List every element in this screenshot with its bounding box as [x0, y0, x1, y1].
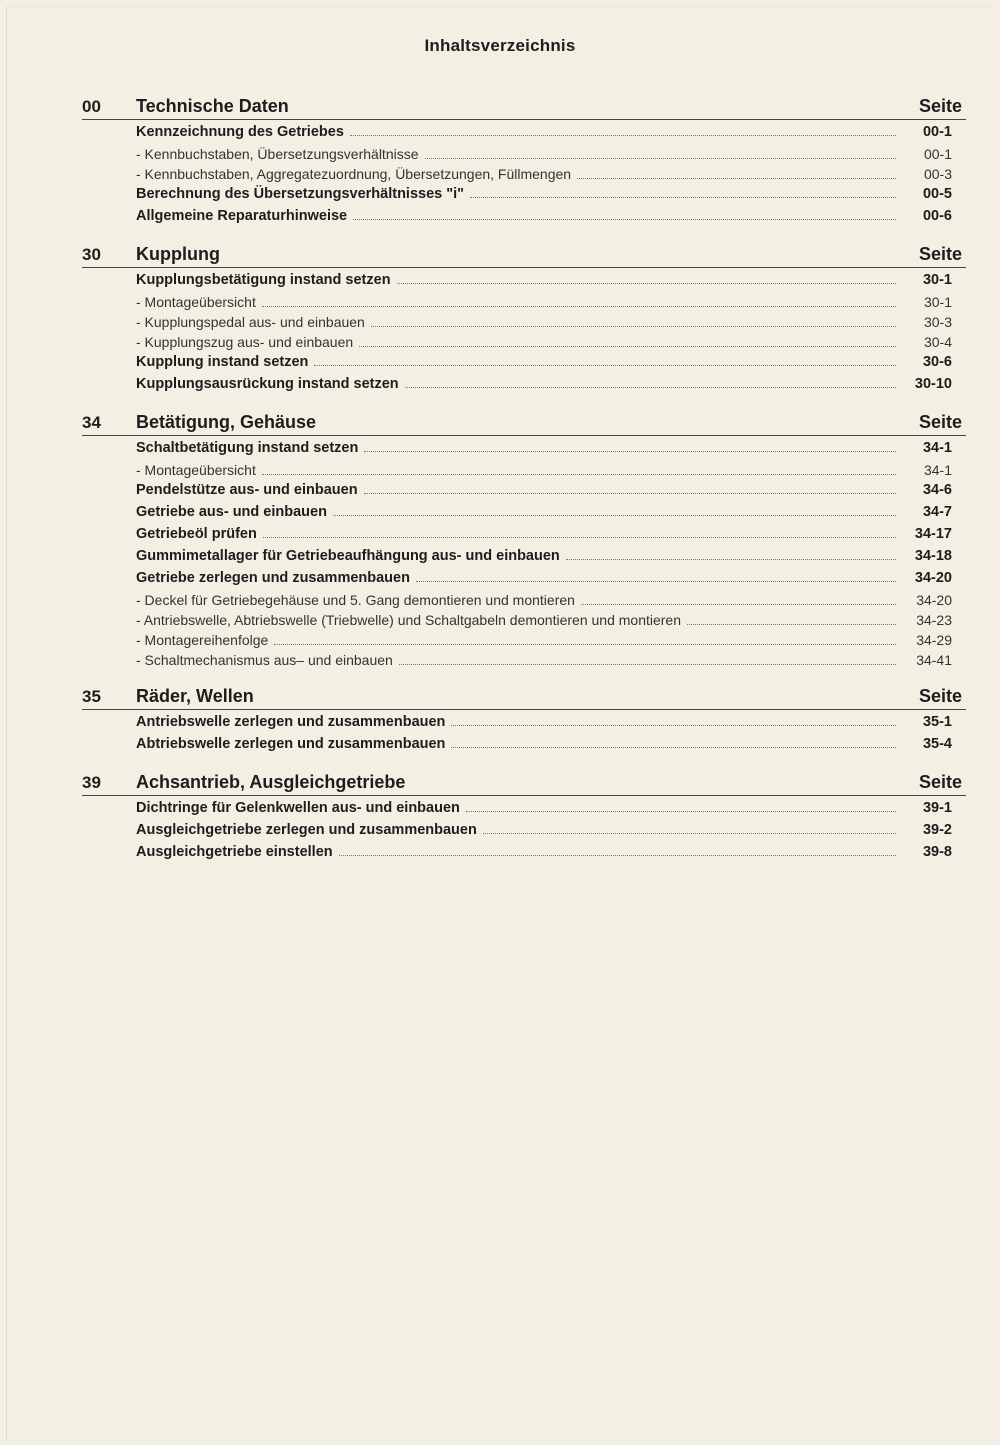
entry-page-number: 34-20 [914, 570, 952, 586]
dot-leader [262, 464, 896, 476]
toc-subentry [136, 592, 966, 612]
section-number: 30 [82, 245, 101, 264]
toc-entry [136, 376, 966, 398]
dot-leader [350, 124, 896, 136]
entry-text: Kupplung instand setzen [136, 354, 309, 370]
dot-leader [405, 376, 896, 388]
section-title: Achsantrieb, Ausgleichgetriebe [136, 772, 406, 792]
entry-text: Kupplungsausrückung instand setzen [136, 376, 399, 392]
entry-page-number: 34-23 [916, 612, 952, 628]
entry-page-number: 30-1 [922, 272, 952, 288]
entry-text: Allgemeine Reparaturhinweise [136, 208, 348, 224]
toc-subentry [136, 652, 966, 672]
dot-leader [566, 548, 896, 560]
table-of-contents [82, 96, 966, 880]
section-number: 39 [82, 773, 101, 792]
toc-subentry [136, 314, 966, 334]
dot-leader [339, 844, 896, 856]
section-title: Betätigung, Gehäuse [136, 412, 317, 432]
dot-leader [399, 654, 896, 666]
dot-leader [262, 296, 896, 308]
dot-leader [274, 634, 896, 646]
page-column-label: Seite [918, 686, 962, 706]
dot-leader [470, 186, 896, 198]
entry-page-number: 00-3 [923, 166, 952, 182]
entry-text: - Schaltmechanismus aus– und einbauen [136, 652, 393, 668]
entry-page-number: 34-41 [916, 652, 952, 668]
entry-page-number: 00-1 [923, 146, 952, 162]
toc-section-00 [82, 96, 966, 230]
entry-text: Getriebeöl prüfen [136, 526, 257, 542]
page-column-label: Seite [918, 412, 962, 432]
section-number: 34 [82, 413, 101, 432]
entry-page-number: 34-6 [922, 482, 952, 498]
toc-entry [136, 548, 966, 570]
entry-text: - Kennbuchstaben, Übersetzungsverhältnisse [136, 146, 419, 162]
toc-subentry [136, 166, 966, 186]
dot-leader [466, 800, 896, 812]
toc-section-30 [82, 244, 966, 398]
dot-leader [397, 272, 896, 284]
toc-entry [136, 272, 966, 294]
toc-entry [136, 504, 966, 526]
dot-leader [416, 570, 896, 582]
entry-text: Berechnung des Übersetzungsverhältnisses "i" [136, 186, 465, 202]
entry-page-number: 00-1 [922, 124, 952, 140]
page-column-label: Seite [918, 96, 962, 116]
toc-entry [136, 570, 966, 592]
toc-entry [136, 354, 966, 376]
toc-entry [136, 844, 966, 866]
dot-leader [581, 594, 896, 606]
section-number: 35 [82, 687, 101, 706]
toc-subentry [136, 632, 966, 652]
toc-subentry [136, 334, 966, 354]
dot-leader [333, 504, 896, 516]
entry-page-number: 30-6 [922, 354, 952, 370]
section-title: Räder, Wellen [136, 686, 254, 706]
toc-entry [136, 440, 966, 462]
entry-page-number: 34-17 [914, 526, 952, 542]
section-header [82, 244, 966, 268]
entry-text: Pendelstütze aus- und einbauen [136, 482, 358, 498]
entry-text: Getriebe zerlegen und zusammenbauen [136, 570, 410, 586]
toc-section-39 [82, 772, 966, 866]
entry-page-number: 34-18 [914, 548, 952, 564]
section-title: Kupplung [136, 244, 220, 264]
dot-leader [353, 208, 896, 220]
entry-text: - Montageübersicht [136, 294, 256, 310]
entry-text: Kupplungsbetätigung instand setzen [136, 272, 391, 288]
entry-page-number: 35-4 [922, 736, 952, 752]
entry-text: - Kennbuchstaben, Aggregatezuordnung, Übersetzungen, Füllmengen [136, 166, 572, 182]
entry-page-number: 00-5 [922, 186, 952, 202]
entry-text: - Montageübersicht [136, 462, 256, 478]
section-header [82, 96, 966, 120]
entry-text: - Montagereihenfolge [136, 632, 269, 648]
document-title: Inhaltsverzeichnis [424, 36, 576, 55]
entry-text: Gummimetallager für Getriebeaufhängung aus- und einbauen [136, 548, 560, 564]
toc-section-35 [82, 686, 966, 758]
page-column-label: Seite [918, 244, 962, 264]
dot-leader [364, 440, 896, 452]
page-column-label: Seite [918, 772, 962, 792]
dot-leader [263, 526, 896, 538]
section-number: 00 [82, 97, 101, 116]
toc-subentry [136, 462, 966, 482]
section-header [82, 412, 966, 436]
dot-leader [687, 614, 896, 626]
toc-subentry [136, 146, 966, 166]
toc-entry [136, 482, 966, 504]
toc-entry [136, 822, 966, 844]
entry-page-number: 34-29 [916, 632, 952, 648]
toc-entry [136, 736, 966, 758]
dot-leader [577, 168, 896, 180]
entry-page-number: 30-1 [923, 294, 952, 310]
section-title: Technische Daten [136, 96, 289, 116]
entry-text: - Deckel für Getriebegehäuse und 5. Gang demontieren und montieren [136, 592, 575, 608]
toc-subentry [136, 612, 966, 632]
entry-page-number: 39-8 [922, 844, 952, 860]
dot-leader [425, 148, 896, 160]
entry-text: - Kupplungspedal aus- und einbauen [136, 314, 365, 330]
entry-text: Antriebswelle zerlegen und zusammenbauen [136, 714, 446, 730]
toc-entry [136, 186, 966, 208]
entry-text: - Kupplungszug aus- und einbauen [136, 334, 354, 350]
section-header [82, 772, 966, 796]
entry-text: - Antriebswelle, Abtriebswelle (Triebwelle) und Schaltgabeln demontieren und montieren [136, 612, 682, 628]
dot-leader [364, 482, 896, 494]
dot-leader [451, 736, 896, 748]
entry-text: Ausgleichgetriebe einstellen [136, 844, 333, 860]
toc-entry [136, 526, 966, 548]
toc-entry [136, 714, 966, 736]
toc-entry [136, 124, 966, 146]
section-header [82, 686, 966, 710]
toc-subentry [136, 294, 966, 314]
dot-leader [451, 714, 896, 726]
toc-entry [136, 800, 966, 822]
entry-text: Abtriebswelle zerlegen und zusammenbauen [136, 736, 446, 752]
entry-text: Dichtringe für Gelenkwellen aus- und einbauen [136, 800, 460, 816]
entry-text: Getriebe aus- und einbauen [136, 504, 327, 520]
entry-page-number: 30-3 [923, 314, 952, 330]
dot-leader [359, 336, 896, 348]
entry-page-number: 39-1 [922, 800, 952, 816]
dot-leader [371, 316, 896, 328]
toc-section-34 [82, 412, 966, 672]
entry-page-number: 39-2 [922, 822, 952, 838]
entry-page-number: 30-4 [923, 334, 952, 350]
entry-text: Kennzeichnung des Getriebes [136, 124, 344, 140]
dot-leader [483, 822, 896, 834]
entry-page-number: 34-1 [923, 462, 952, 478]
entry-text: Schaltbetätigung instand setzen [136, 440, 359, 456]
entry-page-number: 35-1 [922, 714, 952, 730]
entry-page-number: 00-6 [922, 208, 952, 224]
entry-text: Ausgleichgetriebe zerlegen und zusammenbauen [136, 822, 477, 838]
dot-leader [314, 354, 896, 366]
entry-page-number: 34-7 [922, 504, 952, 520]
entry-page-number: 34-20 [916, 592, 952, 608]
entry-page-number: 30-10 [914, 376, 952, 392]
toc-entry [136, 208, 966, 230]
entry-page-number: 34-1 [922, 440, 952, 456]
